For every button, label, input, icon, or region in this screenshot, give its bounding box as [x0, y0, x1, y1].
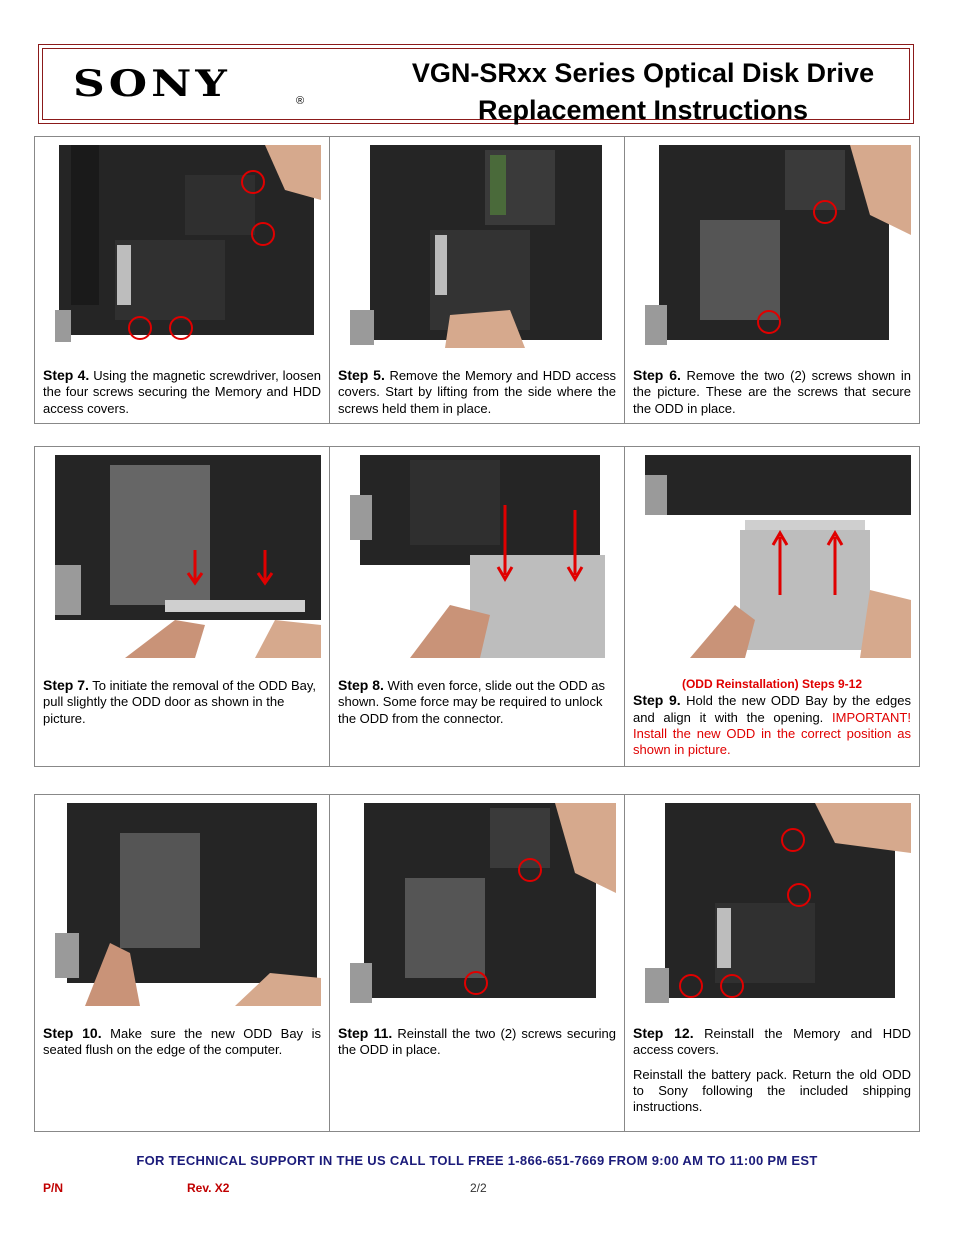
- step-10-label: Step 10.: [43, 1025, 102, 1041]
- step-5-label: Step 5.: [338, 367, 385, 383]
- step-8-cell: [329, 447, 624, 766]
- step-10-cell: [35, 795, 329, 1131]
- step-6-cell: [624, 137, 919, 423]
- step-12-label: Step 12.: [633, 1025, 694, 1041]
- step-6-label: Step 6.: [633, 367, 681, 383]
- step-4-photo: [55, 145, 321, 348]
- document-title: [373, 55, 913, 129]
- title-line-2: Replacement Instructions: [477, 95, 809, 125]
- caption-spacer: [633, 1059, 911, 1067]
- step-11-cell: [329, 795, 624, 1131]
- step-9-laptop-image: [645, 455, 911, 658]
- step-8-photo: [350, 455, 616, 658]
- step-10-laptop-image: [55, 803, 321, 1006]
- step-4-label: Step 4.: [43, 367, 90, 383]
- step-11-photo: [350, 803, 616, 1006]
- step-8-text: With even force, slide out the ODD as shown. Some force may be required to unlock the ODD from the connector.: [338, 678, 606, 726]
- step-7-text: To initiate the removal of the ODD Bay, pull slightly the ODD door as shown in the picture.: [43, 678, 317, 726]
- step-6-caption: [633, 367, 911, 417]
- step-7-laptop-image: [55, 455, 321, 658]
- step-6-photo: [645, 145, 911, 348]
- step-9-photo: [645, 455, 911, 658]
- step-11-caption: [338, 1025, 616, 1059]
- footer-revision: Rev. X2: [187, 1181, 230, 1195]
- step-10-caption: [43, 1025, 321, 1059]
- step-11-laptop-image: [350, 803, 616, 1006]
- step-7-label: Step 7.: [43, 677, 89, 693]
- technical-support-line: FOR TECHNICAL SUPPORT IN THE US CALL TOLL FREE 1-866-651-7669 FROM 9:00 AM TO 11:00 PM EST: [136, 1153, 818, 1168]
- registered-mark: ®: [296, 95, 305, 107]
- step-7-caption: [43, 677, 321, 727]
- step-5-caption: [338, 367, 616, 417]
- step-10-photo: [55, 803, 321, 1006]
- step-5-photo: [350, 145, 616, 348]
- step-12-text: Reinstall the Memory and HDD access covers.: [633, 1026, 911, 1058]
- step-12-photo: [645, 803, 911, 1006]
- step-9-caption: [633, 676, 911, 758]
- document-header: [38, 44, 914, 124]
- step-5-cell: [329, 137, 624, 423]
- step-9-cell: [624, 447, 919, 766]
- step-11-label: Step 11.: [338, 1025, 393, 1041]
- step-8-caption: [338, 677, 616, 727]
- steps-row-3: [34, 794, 920, 1132]
- step-7-cell: [35, 447, 329, 766]
- step-9-important: IMPORTANT! Install the new ODD in the correct position as shown in picture.: [633, 709, 911, 758]
- step-12-laptop-image: [645, 803, 911, 1006]
- step-12-extra-text: Reinstall the battery pack. Return the old ODD to Sony following the included shipping instructions.: [633, 1066, 911, 1115]
- step-12-caption: [633, 1025, 911, 1115]
- step-4-cell: [35, 137, 329, 423]
- step-11-text: Reinstall the two (2) screws securing the ODD in place.: [338, 1026, 616, 1058]
- step-9-label: Step 9.: [633, 692, 681, 709]
- step-7-photo: [55, 455, 321, 658]
- step-8-laptop-image: [350, 455, 616, 658]
- step-4-caption: [43, 367, 321, 417]
- sony-logo: SONY: [73, 63, 231, 105]
- step-8-label: Step 8.: [338, 677, 384, 693]
- page-number: 2/2: [470, 1181, 487, 1195]
- reinstallation-subhead: (ODD Reinstallation) Steps 9-12: [681, 677, 863, 691]
- footer-part-number: P/N: [43, 1181, 64, 1195]
- steps-row-1: [34, 136, 920, 424]
- steps-row-2: [34, 446, 920, 767]
- step-9-text: Hold the new ODD Bay by the edges and align it with the opening.: [633, 693, 912, 725]
- step-6-laptop-image: [645, 145, 911, 348]
- step-4-laptop-image: [55, 145, 321, 348]
- header-inner-border: [42, 48, 910, 125]
- step-5-text: Remove the Memory and HDD access covers. Start by lifting from the side where the screws held them in place.: [338, 368, 616, 416]
- step-12-cell: [624, 795, 919, 1131]
- step-4-text: Using the magnetic screwdriver, loosen the four screws securing the Memory and HDD access covers.: [43, 368, 321, 416]
- step-10-text: Make sure the new ODD Bay is seated flush on the edge of the computer.: [43, 1026, 321, 1058]
- step-6-text: Remove the two (2) screws shown in the picture. These are the screws that secure the ODD in place.: [633, 368, 911, 416]
- title-line-1: VGN-SRxx Series Optical Disk Drive: [411, 58, 875, 88]
- step-5-laptop-image: [350, 145, 616, 348]
